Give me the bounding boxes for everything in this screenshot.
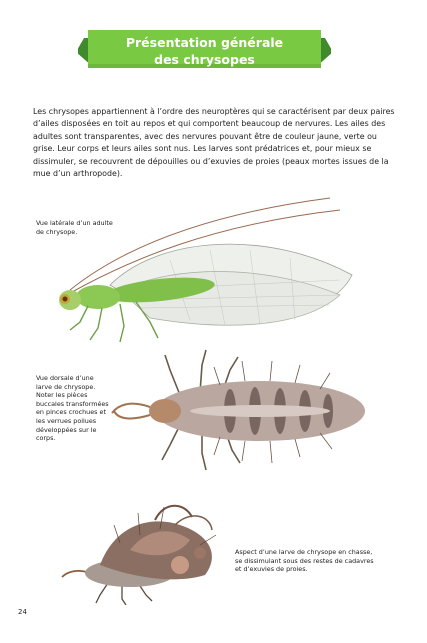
figure-caption-adult: Vue latérale d’un adulte de chrysope.	[36, 219, 113, 236]
title-banner	[78, 30, 331, 74]
page-title	[78, 34, 331, 68]
intro-paragraph: Les chrysopes appartiennent à l’ordre des neuroptères qui se caractérisent par deux paires d’ailes disposées en toit au repos et qui comportent beaucoup de nervures. Les ailes des adultes sont transparentes, avec des nervures pouvant être de couleur jaune, verte ou grise. Leur corps et leurs ailes sont nus. Les larves sont prédatrices et, pour mieux se dissimuler, se recouvrent de dépouilles ou d’exuvies de proies (peaux mortes issues de la mue d’un arthropode).	[33, 107, 395, 179]
figure-caption-larva-camouflaged: Aspect d’une larve de chrysope en chasse, se dissimulant sous des restes de cadavres et d’exuvies de proies.	[235, 548, 374, 574]
adult-lacewing-image	[40, 190, 370, 350]
figure-caption-larva-dorsal: Vue dorsale d’une larve de chrysope. Noter les pièces buccales transformées en pinces crochues et les verrues poilues développées sur le corps.	[36, 374, 109, 443]
larva-dorsal-image	[110, 345, 370, 475]
larva-camouflaged-image	[60, 495, 230, 605]
page-number: 24	[18, 608, 27, 616]
page-title-line-1: Présentation générale	[125, 35, 284, 50]
page-title-line-2: des chrysopes	[154, 52, 255, 67]
